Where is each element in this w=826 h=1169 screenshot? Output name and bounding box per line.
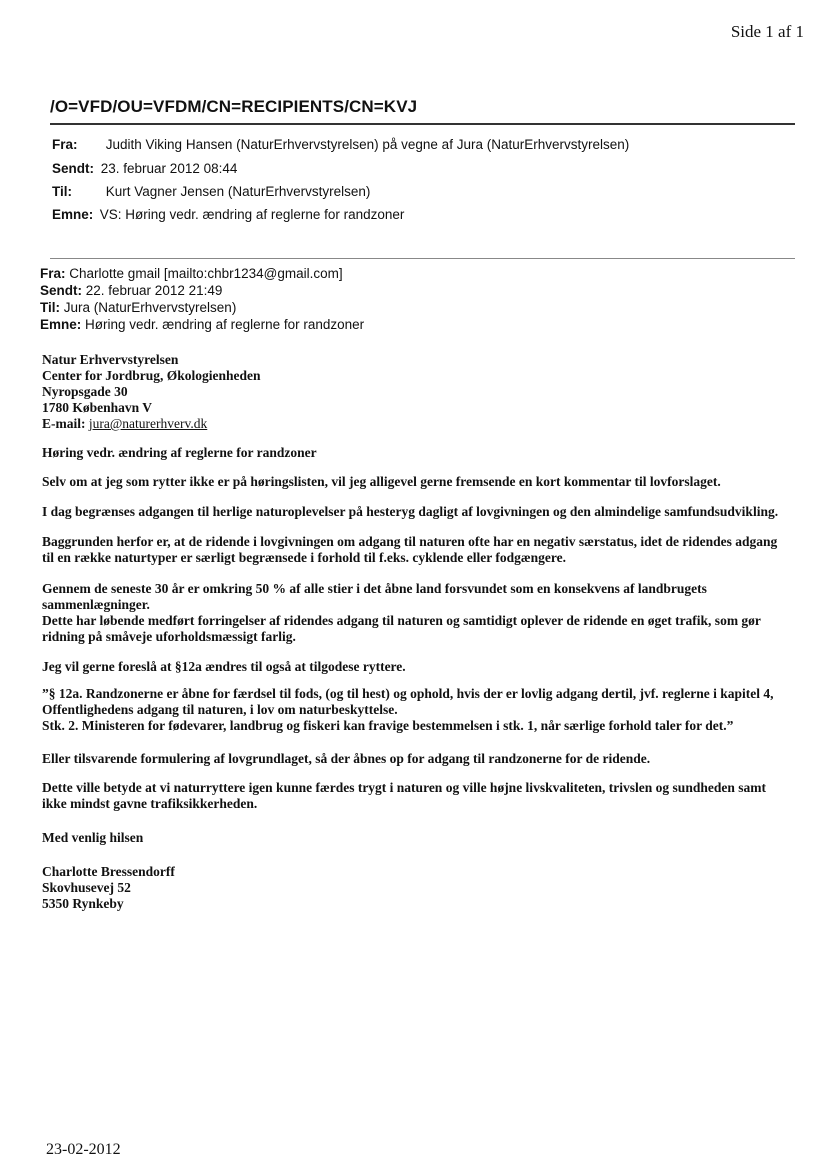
- paragraph-line: Jeg vil gerne foreslå at §12a ændres til også at tilgodese ryttere.: [42, 659, 406, 674]
- header-divider: [50, 123, 795, 125]
- outer-from-label: Fra:: [52, 137, 78, 152]
- outer-sent-row: [52, 161, 237, 176]
- paragraph-line: Gennem de seneste 30 år er omkring 50 % af alle stier i det åbne land forsvundet som en konsekvens af landbrugets: [42, 581, 707, 596]
- paragraph-line: I dag begrænses adgangen til herlige naturoplevelser på hesteryg dagligt af lovgivningen og den almindelige samfundsudvikling.: [42, 504, 779, 519]
- paragraph-7: [42, 751, 812, 767]
- forwarded-subject-label: Emne:: [40, 317, 82, 332]
- address-line: Center for Jordbrug, Økologienheden: [42, 368, 261, 383]
- forwarded-to-value: Jura (NaturErhvervstyrelsen): [63, 300, 237, 315]
- outer-subject-label: Emne:: [52, 207, 94, 222]
- outer-to-label: Til:: [52, 184, 72, 199]
- address-email-line: [42, 416, 812, 432]
- paragraph-line: Selv om at jeg som rytter ikke er på høringslisten, vil jeg alligevel gerne fremsende en kort kommentar til lovforslaget.: [42, 474, 721, 489]
- paragraph-3: [42, 534, 812, 566]
- signature: [42, 864, 812, 912]
- outer-from-value: Judith Viking Hansen (NaturErhvervstyrelsen) på vegne af Jura (NaturErhvervstyrelsen): [105, 137, 630, 152]
- body-subject-line: Høring vedr. ændring af reglerne for randzoner: [42, 445, 317, 460]
- closing-line: Med venlig hilsen: [42, 830, 144, 845]
- paragraph-line: Offentlighedens adgang til naturen, i lov om naturbeskyttelse.: [42, 702, 398, 717]
- forwarded-from-value: Charlotte gmail [mailto:chbr1234@gmail.com]: [69, 266, 343, 281]
- paragraph-line: ikke mindst gavne trafiksikkerheden.: [42, 796, 258, 811]
- forwarded-subject-row: [40, 317, 364, 332]
- forwarded-subject-value: Høring vedr. ændring af reglerne for randzoner: [85, 317, 365, 332]
- paragraph-2: [42, 504, 812, 520]
- signature-name: Charlotte Bressendorff: [42, 864, 175, 879]
- mailbox-title: /O=VFD/OU=VFDM/CN=RECIPIENTS/CN=KVJ: [50, 97, 418, 116]
- page-number: Side 1 af 1: [730, 22, 804, 41]
- paragraph-8: [42, 780, 812, 812]
- outer-to-value: Kurt Vagner Jensen (NaturErhvervstyrelsen): [105, 184, 371, 199]
- outer-to-row: [52, 184, 370, 199]
- paragraph-line: Dette ville betyde at vi naturryttere igen kunne færdes trygt i naturen og ville højne livskvaliteten, trivslen og sundheden samt: [42, 780, 766, 795]
- paragraph-line: sammenlægninger.: [42, 597, 150, 612]
- paragraph-line: ridning på småveje uforholdsmæssigt farlig.: [42, 629, 296, 644]
- signature-street: Skovhusevej 52: [42, 880, 131, 895]
- address-line: Nyropsgade 30: [42, 384, 128, 399]
- forwarded-to-row: [40, 300, 236, 315]
- paragraph-6-quote: [42, 686, 812, 734]
- forwarded-from-row: [40, 266, 343, 281]
- outer-subject-row: [52, 207, 404, 222]
- outer-subject-value: VS: Høring vedr. ændring af reglerne for randzoner: [99, 207, 405, 222]
- paragraph-line: ”§ 12a. Randzonerne er åbne for færdsel til fods, (og til hest) og ophold, hvis der er lovlig adgang dertil, jvf. reglerne i kapitel 4,: [42, 686, 774, 701]
- paragraph-4: [42, 581, 812, 645]
- email-label: E-mail:: [42, 416, 86, 431]
- address-line: 1780 København V: [42, 400, 153, 415]
- forwarded-sent-row: [40, 283, 222, 298]
- paragraph-line: Stk. 2. Ministeren for fødevarer, landbrug og fiskeri kan fravige bestemmelsen i stk. 1, når særlige forhold taler for det.”: [42, 718, 734, 733]
- signature-city: 5350 Rynkeby: [42, 896, 124, 911]
- forwarded-from-label: Fra:: [40, 266, 66, 281]
- forwarded-to-label: Til:: [40, 300, 60, 315]
- body-subject: [42, 445, 812, 461]
- paragraph-1: [42, 474, 812, 490]
- paragraph-5: [42, 659, 812, 675]
- paragraph-line: Eller tilsvarende formulering af lovgrundlaget, så der åbnes op for adgang til randzonerne for de ridende.: [42, 751, 651, 766]
- forwarded-sent-value: 22. februar 2012 21:49: [85, 283, 223, 298]
- recipient-address: [42, 352, 812, 432]
- forward-divider: [50, 258, 795, 259]
- email-link[interactable]: jura@naturerhverv.dk: [88, 416, 208, 431]
- outer-from-row: [52, 137, 629, 152]
- outer-sent-value: 23. februar 2012 08:44: [100, 161, 238, 176]
- address-line: Natur Erhvervstyrelsen: [42, 352, 179, 367]
- paragraph-line: til en række naturtyper er særligt begrænsede i forhold til f.eks. cyklende eller fodgængere.: [42, 550, 566, 565]
- paragraph-line: Dette har løbende medført forringelser af ridendes adgang til naturen og samtidigt oplever de ridende en øget trafik, som gør: [42, 613, 761, 628]
- forwarded-sent-label: Sendt:: [40, 283, 82, 298]
- closing: [42, 830, 812, 846]
- footer-date: 23-02-2012: [46, 1141, 121, 1158]
- outer-sent-label: Sendt:: [52, 161, 94, 176]
- paragraph-line: Baggrunden herfor er, at de ridende i lovgivningen om adgang til naturen ofte har en negativ særstatus, idet de ridendes adgang: [42, 534, 778, 549]
